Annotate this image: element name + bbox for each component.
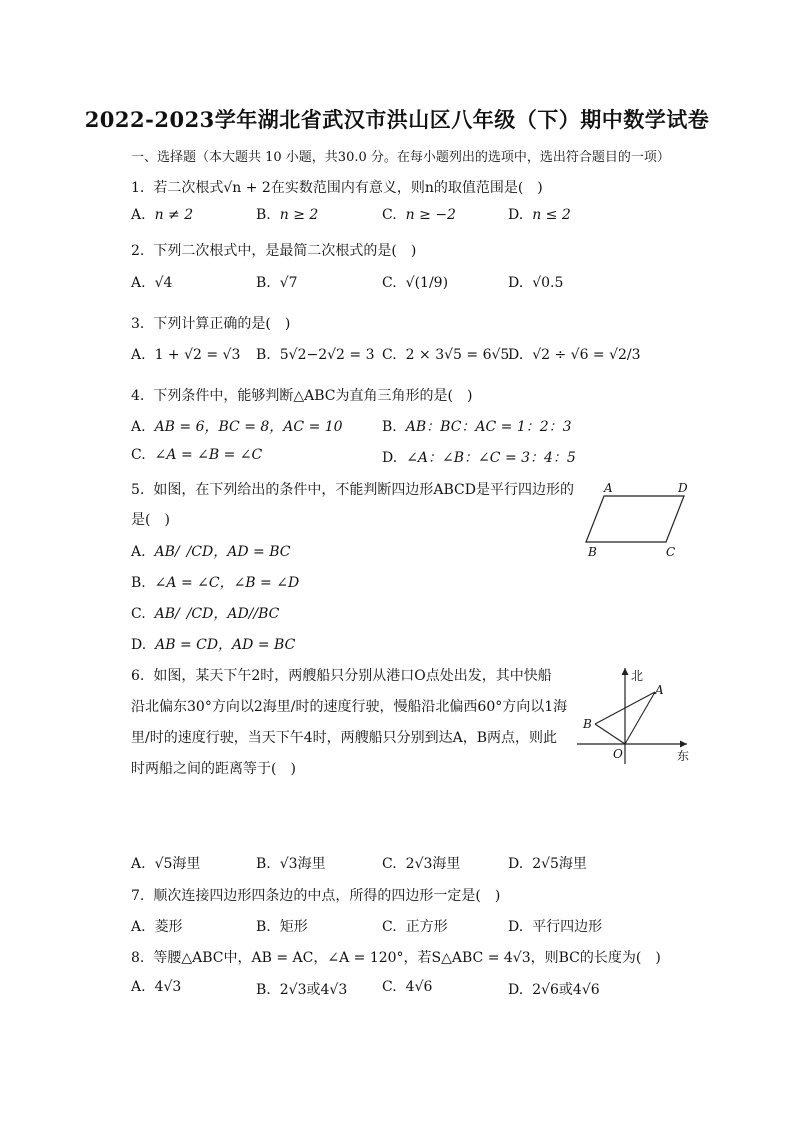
options-q6: [131, 853, 651, 875]
question-text: 等腰△ABC中，AB = AC，∠A = 120°，若S△ABC = 4√3，则BC的长度为( ): [153, 950, 661, 966]
option-a[interactable]: A. 1 + √2 = √3: [131, 347, 241, 363]
question-text: 下列计算正确的是( ): [153, 316, 291, 332]
option-b[interactable]: B. n ≥ 2: [256, 207, 319, 223]
label-c: C: [666, 545, 676, 559]
parallelogram-figure: [580, 476, 700, 566]
option-b[interactable]: B. AB：BC：AC = 1：2：3: [382, 419, 572, 435]
option-a[interactable]: A. √4: [131, 275, 173, 291]
option-b[interactable]: B. 2√3或4√3: [256, 982, 348, 998]
question-6: 6. 如图，某天下午2时，两艘船只分别从港口O点处出发，其中快船: [131, 668, 552, 684]
question-6-line4: 时两船之间的距离等于( ): [131, 761, 296, 777]
option-c[interactable]: C. √(1/9): [382, 275, 449, 291]
option-c[interactable]: C. 2√3海里: [382, 856, 461, 872]
option-b[interactable]: B. ∠A = ∠C，∠B = ∠D: [131, 575, 300, 591]
option-b[interactable]: B. √3海里: [256, 856, 326, 872]
question-5-line2: 是( ): [131, 512, 170, 528]
options-q2: [131, 275, 651, 297]
question-8: 8. 等腰△ABC中，AB = AC，∠A = 120°，若S△ABC = 4√3，则BC的长度为( ): [131, 950, 661, 966]
option-c[interactable]: C. ∠A = ∠B = ∠C: [131, 447, 263, 463]
east-label: 东: [677, 749, 690, 763]
question-text: 若二次根式√n + 2在实数范围内有意义，则n的取值范围是( ): [153, 180, 543, 196]
option-d[interactable]: D. 2√6或4√6: [508, 982, 600, 998]
option-d[interactable]: D. 2√5海里: [508, 856, 587, 872]
question-text: 顺次连接四边形四条边的中点，所得的四边形一定是( ): [153, 888, 501, 904]
section-heading: 一、选择题（本大题共 10 小题，共30.0 分。在每小题列出的选项中，选出符合题目的一项）: [131, 150, 670, 165]
option-c[interactable]: C. n ≥ −2: [382, 207, 456, 223]
question-2: 2. 下列二次根式中，是最简二次根式的是( ): [131, 243, 417, 259]
question-text: 下列条件中，能够判断△ABC为直角三角形的是( ): [153, 388, 473, 404]
option-a[interactable]: A. n ≠ 2: [131, 207, 194, 223]
option-c[interactable]: C. AB/ /CD，AD//BC: [131, 606, 280, 622]
question-3: 3. 下列计算正确的是( ): [131, 316, 291, 332]
label-b: B: [583, 717, 592, 731]
question-5: 5. 如图，在下列给出的条件中，不能判断四边形ABCD是平行四边形的: [131, 482, 574, 498]
option-a[interactable]: A. AB = 6，BC = 8，AC = 10: [131, 419, 343, 435]
question-6-line3: 里/时的速度行驶，当天下午4时，两艘船只分别到达A，B两点，则此: [131, 730, 558, 746]
option-b[interactable]: B. 矩形: [256, 919, 308, 935]
label-a: A: [604, 481, 613, 495]
segment-ob: [595, 724, 625, 744]
option-d[interactable]: D. √2 ÷ √6 = √2/3: [508, 347, 641, 363]
option-d[interactable]: D. AB = CD，AD = BC: [131, 637, 296, 653]
options-q3: [131, 347, 651, 369]
question-number: 1.: [131, 180, 145, 196]
option-d[interactable]: D. 平行四边形: [508, 919, 603, 935]
question-text: 如图，在下列给出的条件中，不能判断四边形ABCD是平行四边形的: [153, 482, 574, 498]
options-q4-row2: [131, 447, 651, 469]
option-a[interactable]: A. √5海里: [131, 856, 201, 872]
options-q7: [131, 916, 651, 938]
option-d[interactable]: D. √0.5: [508, 275, 564, 291]
option-d[interactable]: D. n ≤ 2: [508, 207, 571, 223]
question-text: 下列二次根式中，是最简二次根式的是( ): [153, 243, 417, 259]
label-o: O: [613, 747, 623, 761]
question-4: 4. 下列条件中，能够判断△ABC为直角三角形的是( ): [131, 388, 473, 404]
question-text: 如图，某天下午2时，两艘船只分别从港口O点处出发，其中快船: [153, 668, 552, 684]
option-a[interactable]: A. 4√3: [131, 979, 182, 995]
options-q8: [131, 979, 651, 1001]
options-q1: [131, 207, 651, 229]
label-b: B: [588, 545, 597, 559]
navigation-figure: [575, 660, 700, 770]
option-c[interactable]: C. 正方形: [382, 919, 448, 935]
question-7: 7. 顺次连接四边形四条边的中点，所得的四边形一定是( ): [131, 888, 501, 904]
parallelogram-shape: [586, 496, 684, 542]
label-d: D: [678, 481, 688, 495]
question-1: [131, 177, 543, 197]
north-label: 北: [631, 669, 644, 683]
option-b[interactable]: B. √7: [256, 275, 298, 291]
option-d[interactable]: D. ∠A：∠B：∠C = 3：4：5: [382, 450, 576, 466]
option-a[interactable]: A. AB/ /CD，AD = BC: [131, 544, 291, 560]
exam-title: 2022-2023学年湖北省武汉市洪山区八年级（下）期中数学试卷: [84, 107, 710, 132]
options-q4-row1: [131, 416, 651, 438]
option-a[interactable]: A. 菱形: [131, 919, 183, 935]
option-c[interactable]: C. 4√6: [382, 979, 433, 995]
label-a: A: [655, 683, 664, 697]
question-6-line2: 沿北偏东30°方向以2海里/时的速度行驶，慢船沿北偏西60°方向以1海: [131, 699, 568, 715]
option-c[interactable]: C. 2 × 3√5 = 6√5: [382, 347, 510, 363]
option-b[interactable]: B. 5√2−2√2 = 3: [256, 347, 375, 363]
